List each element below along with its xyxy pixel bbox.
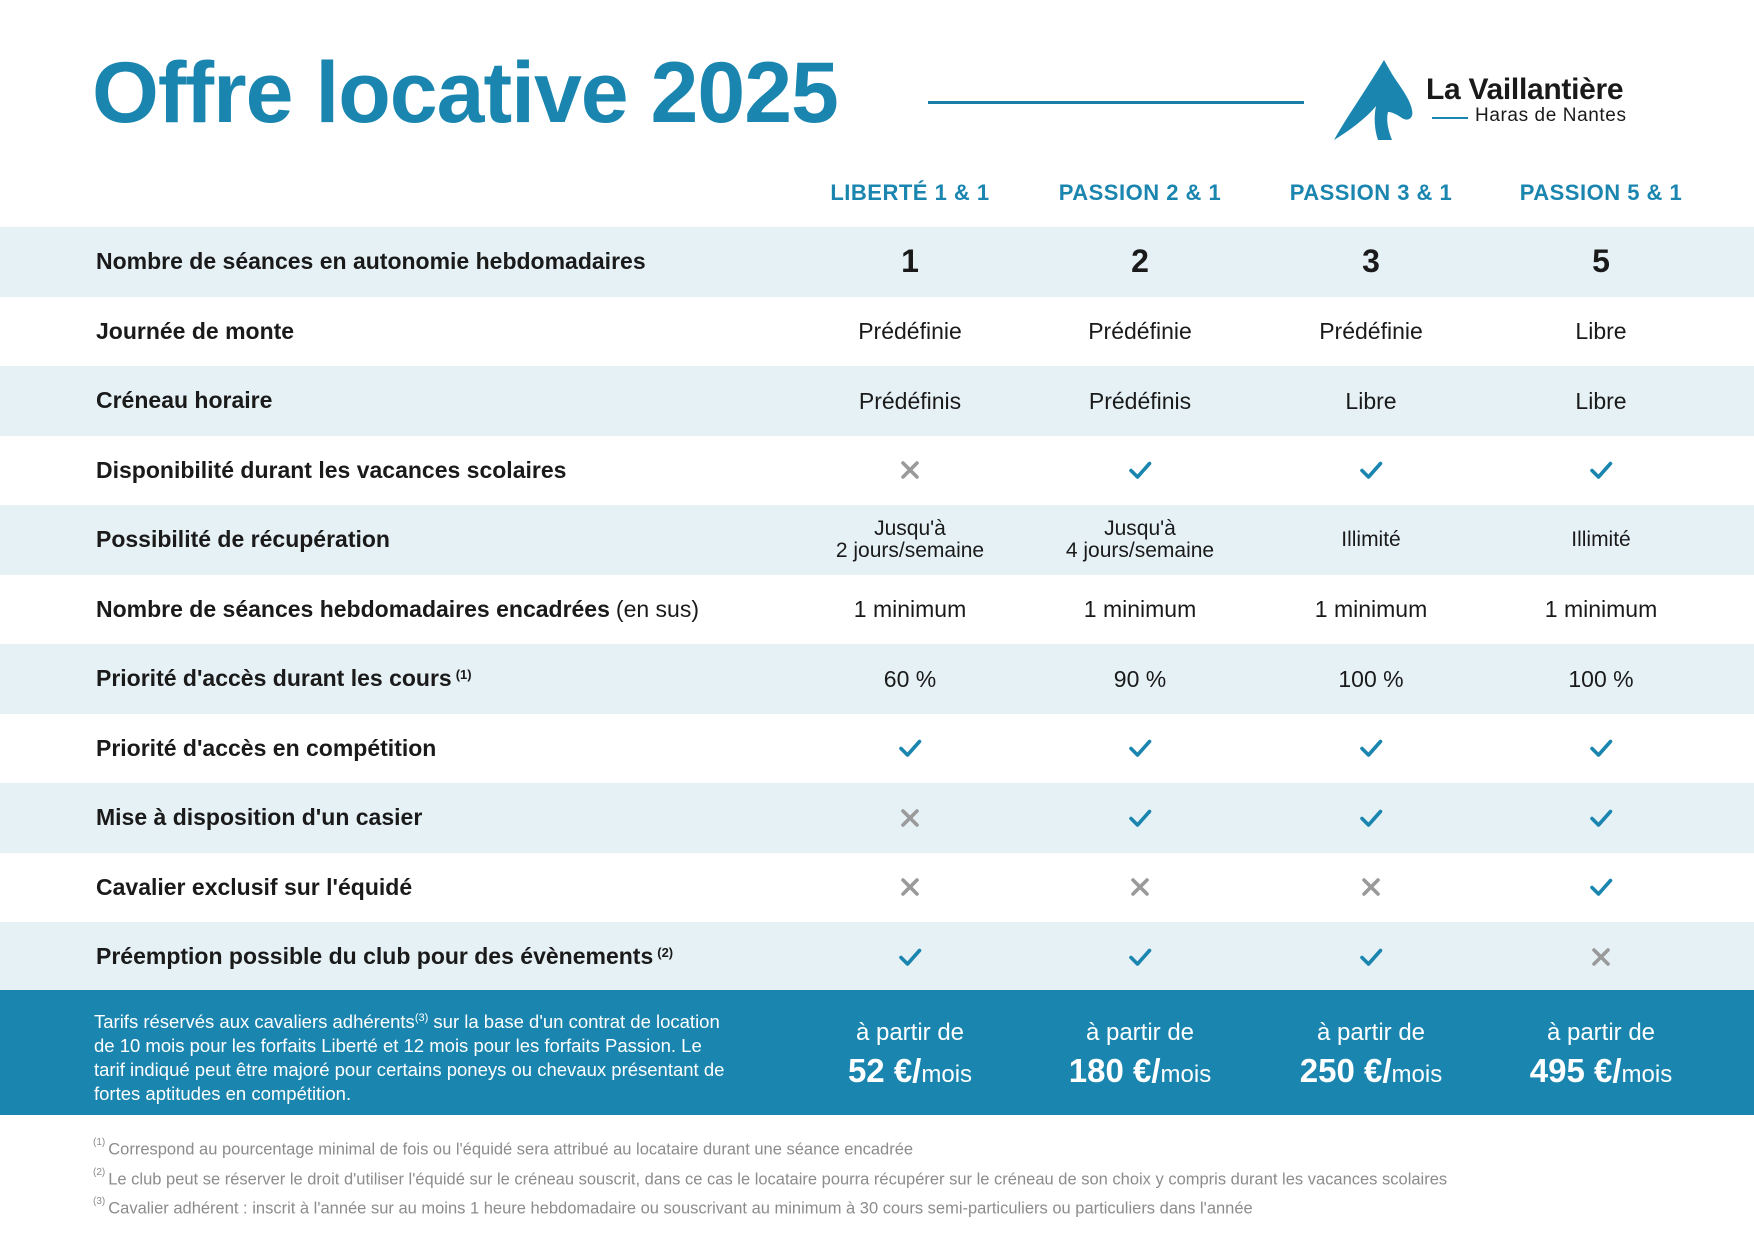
column-header-passion-5: PASSION 5 & 1 [1519, 180, 1683, 205]
table-cell: Prédéfinie [858, 318, 962, 345]
footnote-text: Correspond au pourcentage minimal de fois ou l'équidé sera attribué au locataire durant une séance encadrée [108, 1140, 914, 1159]
table-cell-icon [1486, 436, 1716, 506]
row-label [96, 436, 566, 506]
price-unit: mois [1160, 1061, 1212, 1089]
footnote-mark: (1) [93, 1137, 106, 1148]
column-headers [0, 180, 1754, 214]
table-cell: 3 [1362, 242, 1380, 279]
check-icon [1588, 735, 1614, 761]
table-cell: 60 % [883, 665, 937, 692]
pricing-band [0, 990, 1754, 1115]
pricing-conditions [94, 1006, 734, 1106]
table-cell: 100 % [1338, 665, 1404, 692]
row-label-text: Nombre de séances hebdomadaires encadrées [96, 595, 610, 622]
logo [1326, 58, 1666, 144]
price-amount: 180 €/ [1068, 1052, 1161, 1090]
price-value [795, 1052, 1025, 1090]
row-label-text: Cavalier exclusif sur l'équidé [96, 873, 413, 900]
check-icon [1358, 735, 1384, 761]
column-header-liberte-1: LIBERTÉ 1 & 1 [830, 180, 990, 205]
row-label-text: Possibilité de récupération [96, 526, 390, 553]
pricing-text-start: Tarifs réservés aux cavaliers adhérents [94, 1011, 415, 1033]
table-cell [1486, 505, 1716, 575]
row-label-text: Priorité d'accès en compétition [96, 734, 437, 761]
price-value [1256, 1052, 1486, 1090]
footnote-2 [93, 1163, 1713, 1193]
page-title: Offre locative 2025 [92, 45, 838, 141]
table-cell: Libre [1345, 387, 1397, 414]
row-label-text: Nombre de séances en autonomie hebdomadaires [96, 248, 646, 275]
column-header-passion-3: PASSION 3 & 1 [1289, 180, 1453, 205]
table-cell-icon [1256, 922, 1486, 992]
table-cell-icon [1025, 922, 1255, 992]
row-label [96, 505, 390, 575]
table-cell-icon [795, 714, 1025, 784]
table-cell-line: Jusqu'à [874, 516, 946, 540]
footnote-text: Cavalier adhérent : inscrit à l'année sur au moins 1 heure hebdomadaire ou souscrivant au minimum à 30 cours semi-particuliers ou particuliers dans l'année [108, 1199, 1253, 1218]
table-cell-icon [1256, 783, 1486, 853]
price-passion-2 [1025, 1020, 1255, 1090]
table-cell-icon [1486, 783, 1716, 853]
price-from-label: à partir de [855, 1019, 965, 1046]
row-label-text: Journée de monte [96, 317, 295, 344]
row-label [96, 714, 436, 784]
table-cell-icon [1486, 853, 1716, 923]
table-row [0, 644, 1754, 714]
check-icon [1588, 874, 1614, 900]
footnote-3 [93, 1192, 1713, 1222]
price-amount: 495 €/ [1529, 1052, 1622, 1090]
row-label-text: Disponibilité durant les vacances scolaires [96, 456, 567, 483]
table-cell: Prédéfinie [1319, 318, 1423, 345]
table-cell-icon [795, 922, 1025, 992]
table-cell-icon [795, 783, 1025, 853]
table-cell: 1 minimum [853, 596, 967, 623]
table-cell: 100 % [1568, 665, 1634, 692]
table-cell: Libre [1575, 318, 1627, 345]
price-unit: mois [921, 1061, 973, 1089]
logo-divider [1432, 117, 1468, 119]
check-icon [1588, 457, 1614, 483]
table-cell [1025, 505, 1255, 575]
table-row [0, 714, 1754, 784]
check-icon [897, 735, 923, 761]
price-from-label: à partir de [1085, 1019, 1195, 1046]
table-row [0, 783, 1754, 853]
table-cell-icon [1025, 853, 1255, 923]
price-from-label: à partir de [1546, 1019, 1656, 1046]
row-label [96, 644, 472, 714]
table-cell: 1 minimum [1083, 596, 1197, 623]
table-cell-line: 4 jours/semaine [1065, 538, 1215, 562]
table-row [0, 505, 1754, 575]
comparison-table [0, 227, 1754, 992]
table-cell: 90 % [1113, 665, 1167, 692]
row-label [96, 922, 673, 992]
row-label-note: (en sus) [615, 595, 699, 622]
footnote-text: Le club peut se réserver le droit d'utiliser l'équidé sur le créneau souscrit, dans ce cas le locataire pourra récupérer sur le créneau de son choix y compris durant les vacances scolaires [108, 1170, 1448, 1188]
table-cell-icon [1256, 853, 1486, 923]
price-value [1486, 1052, 1716, 1090]
row-label-footnote-mark: (1) [455, 667, 472, 683]
table-row [0, 297, 1754, 367]
price-unit: mois [1391, 1061, 1443, 1089]
row-label [96, 575, 699, 645]
check-icon [1358, 805, 1384, 831]
cross-icon [1588, 944, 1614, 970]
check-icon [1127, 735, 1153, 761]
table-cell-line: Jusqu'à [1104, 516, 1176, 540]
price-amount: 250 €/ [1299, 1052, 1392, 1090]
table-cell: 1 minimum [1314, 596, 1428, 623]
price-value [1025, 1052, 1255, 1090]
table-cell: 5 [1592, 242, 1610, 279]
table-cell-line: 2 jours/semaine [835, 538, 985, 562]
table-cell-icon [1025, 436, 1255, 506]
table-cell [795, 505, 1025, 575]
logo-name: La Vaillantière [1426, 73, 1624, 106]
horse-head-icon [1326, 58, 1418, 144]
table-cell-line: Illimité [1571, 527, 1631, 551]
table-cell: Libre [1575, 387, 1627, 414]
row-label [96, 366, 272, 436]
check-icon [1127, 457, 1153, 483]
column-header-passion-2: PASSION 2 & 1 [1058, 180, 1222, 205]
cross-icon [897, 805, 923, 831]
check-icon [1127, 944, 1153, 970]
cross-icon [1358, 874, 1384, 900]
table-row [0, 366, 1754, 436]
check-icon [1127, 805, 1153, 831]
footnotes [93, 1133, 1713, 1222]
footnote-mark: (2) [93, 1166, 106, 1178]
row-label [96, 297, 294, 367]
pricing-text-end: sur la base d'un contrat de location de 10 mois pour les forfaits Liberté et 12 mois pour les forfaits Passion. Le tarif indiqué peut être majoré pour certains poneys ou chevaux présentant de fortes aptitudes en compétition. [94, 1011, 725, 1105]
table-cell: 1 [901, 242, 919, 279]
row-label-text: Priorité d'accès durant les cours [96, 665, 452, 692]
table-row [0, 227, 1754, 297]
table-cell [1256, 505, 1486, 575]
table-cell-icon [1025, 783, 1255, 853]
check-icon [1588, 805, 1614, 831]
check-icon [897, 944, 923, 970]
footnote-mark: (3) [93, 1196, 106, 1207]
title-divider [928, 101, 1304, 104]
row-label-text: Mise à disposition d'un casier [96, 804, 423, 831]
table-cell-icon [795, 436, 1025, 506]
check-icon [1358, 944, 1384, 970]
table-cell-icon [795, 853, 1025, 923]
page-header [0, 0, 1754, 170]
price-passion-3 [1256, 1020, 1486, 1090]
table-row [0, 853, 1754, 923]
row-label-text: Préemption possible du club pour des évènements [96, 943, 654, 970]
price-unit: mois [1621, 1061, 1673, 1089]
cross-icon [897, 874, 923, 900]
table-cell-icon [1025, 714, 1255, 784]
table-cell-icon [1486, 714, 1716, 784]
table-cell-icon [1256, 714, 1486, 784]
table-cell: 2 [1131, 242, 1149, 279]
cross-icon [897, 457, 923, 483]
cross-icon [1127, 874, 1153, 900]
footnote-1 [93, 1133, 1713, 1163]
price-passion-5 [1486, 1020, 1716, 1090]
row-label [96, 227, 646, 297]
logo-subtitle: Haras de Nantes [1475, 105, 1627, 126]
price-liberte-1 [795, 1020, 1025, 1090]
table-cell: Prédéfinis [858, 387, 962, 414]
row-label-text: Créneau horaire [96, 387, 273, 414]
table-cell: Prédéfinie [1088, 318, 1192, 345]
price-amount: 52 €/ [847, 1052, 922, 1090]
table-row [0, 575, 1754, 645]
table-cell-line: Illimité [1341, 527, 1401, 551]
row-label [96, 783, 422, 853]
pricing-footnote-mark: (3) [414, 1012, 429, 1024]
price-from-label: à partir de [1316, 1019, 1426, 1046]
table-row [0, 922, 1754, 992]
table-cell: 1 minimum [1544, 596, 1658, 623]
table-cell: Prédéfinis [1088, 387, 1192, 414]
table-row [0, 436, 1754, 506]
table-cell-icon [1486, 922, 1716, 992]
table-cell-icon [1256, 436, 1486, 506]
row-label [96, 853, 412, 923]
row-label-footnote-mark: (2) [657, 945, 674, 961]
check-icon [1358, 457, 1384, 483]
